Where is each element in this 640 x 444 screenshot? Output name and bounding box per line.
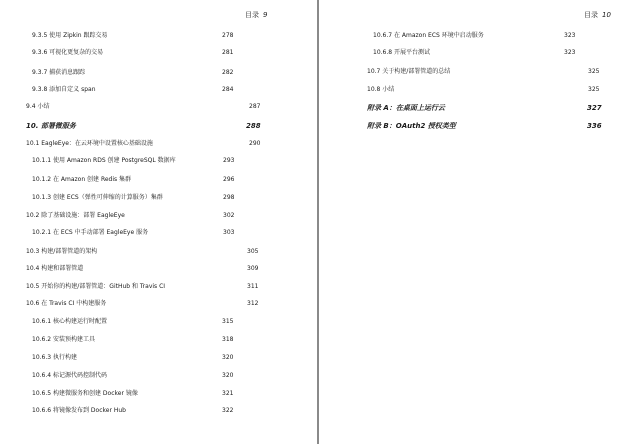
toc-entry-page: 320: [222, 354, 234, 361]
toc-chapter-entry[interactable]: [26, 120, 296, 132]
toc-entry-title: 9.3.6 可视化更复杂的交易: [32, 49, 104, 56]
toc-entry[interactable]: [32, 334, 282, 346]
toc-entry-page: 282: [222, 69, 234, 76]
toc-entry-title: 10.6.3 执行构建: [32, 354, 77, 361]
toc-entry-page: 305: [247, 248, 259, 255]
toc-entry-title: 9.3.8 添加自定义 span: [32, 86, 96, 93]
toc-entry-page: 298: [223, 194, 235, 201]
toc-entry-title: 10.3 构建/部署管道的架构: [26, 248, 98, 255]
toc-entry-title: 10.1.1 使用 Amazon RDS 创建 PostgreSQL 数据库: [32, 157, 176, 164]
toc-appendix-entry[interactable]: [367, 120, 637, 132]
toc-entry-title: 10.5 开始你的构建/部署管道：GitHub 和 Travis CI: [26, 283, 166, 290]
toc-entry-title: 附录 B：OAuth2 授权类型: [367, 122, 456, 130]
toc-entry[interactable]: [26, 210, 296, 222]
toc-entry[interactable]: [32, 405, 282, 417]
toc-entry-title: 10.6.4 标记源代码控制代码: [32, 372, 107, 379]
right-page: [319, 0, 640, 444]
toc-entry-page: 315: [222, 318, 234, 325]
toc-entry-page: 281: [222, 49, 234, 56]
toc-entry[interactable]: [373, 47, 593, 59]
toc-entry-title: 10.4 构建和部署管道: [26, 265, 84, 272]
toc-entry-page: 322: [222, 407, 234, 414]
toc-entry-title: 10. 部署微服务: [26, 122, 76, 130]
header-page-number: 10: [602, 11, 611, 19]
toc-entry-title: 9.4 小结: [26, 103, 50, 110]
toc-entry-title: 10.6.7 在 Amazon ECS 环境中启动服务: [373, 32, 484, 39]
toc-entry-page: 288: [246, 122, 261, 130]
toc-entry-title: 10.6.6 将镜像发布到 Docker Hub: [32, 407, 126, 414]
toc-entry[interactable]: [32, 388, 282, 400]
toc-entry[interactable]: [26, 281, 296, 293]
toc-entry-page: 336: [587, 122, 602, 130]
toc-entry[interactable]: [373, 30, 593, 42]
toc-entry[interactable]: [26, 246, 296, 258]
toc-entry-page: 296: [223, 176, 235, 183]
toc-entry-title: 10.6 在 Travis CI 中构建服务: [26, 300, 107, 307]
left-page: [0, 0, 317, 444]
toc-entry-title: 10.6.2 安装预构建工具: [32, 336, 95, 343]
toc-entry-page: 311: [247, 283, 259, 290]
toc-entry-page: 312: [247, 300, 259, 307]
toc-entry[interactable]: [26, 138, 296, 150]
toc-entry[interactable]: [26, 298, 296, 310]
toc-entry[interactable]: [32, 174, 282, 186]
toc-entry-page: 325: [588, 68, 600, 75]
toc-entry-title: 10.1.2 在 Amazon 创建 Redis 集群: [32, 176, 132, 183]
toc-entry-page: 323: [564, 49, 576, 56]
toc-entry[interactable]: [32, 316, 282, 328]
toc-entry[interactable]: [32, 155, 282, 167]
toc-entry[interactable]: [32, 84, 282, 96]
toc-entry-title: 附录 A：在桌面上运行云: [367, 104, 445, 112]
toc-entry-page: 318: [222, 336, 234, 343]
toc-entry-title: 10.6.1 核心构建运行时配置: [32, 318, 107, 325]
toc-entry[interactable]: [32, 47, 282, 59]
toc-entry-title: 9.3.7 捕获消息跟踪: [32, 69, 86, 76]
toc-appendix-entry[interactable]: [367, 102, 637, 114]
running-header: [245, 10, 267, 20]
toc-entry[interactable]: [32, 370, 282, 382]
toc-entry-page: 290: [249, 140, 261, 147]
toc-entry[interactable]: [32, 67, 282, 79]
toc-entry-page: 303: [223, 229, 235, 236]
toc-entry-title: 10.6.5 构建微服务和创建 Docker 镜像: [32, 390, 138, 397]
toc-entry-title: 10.6.8 开展平台测试: [373, 49, 430, 56]
toc-entry-page: 278: [222, 32, 234, 39]
toc-entry-title: 9.3.5 使用 Zipkin 跟踪交易: [32, 32, 108, 39]
toc-entry-page: 287: [249, 103, 261, 110]
toc-entry-page: 284: [222, 86, 234, 93]
toc-entry-title: 10.7 关于构建/部署管道的总结: [367, 68, 451, 75]
toc-entry[interactable]: [32, 352, 282, 364]
toc-entry-page: 293: [223, 157, 235, 164]
toc-entry[interactable]: [26, 101, 296, 113]
toc-entry-page: 309: [247, 265, 259, 272]
header-label: 目录: [245, 11, 259, 19]
toc-entry-title: 10.1 EagleEye：在云环境中设置核心基础设施: [26, 140, 153, 147]
toc-entry[interactable]: [32, 192, 282, 204]
toc-entry-title: 10.2.1 在 ECS 中手动部署 EagleEye 服务: [32, 229, 149, 236]
toc-entry[interactable]: [32, 30, 282, 42]
toc-entry-title: 10.8 小结: [367, 86, 395, 93]
toc-entry-page: 320: [222, 372, 234, 379]
toc-entry-page: 325: [588, 86, 600, 93]
toc-entry[interactable]: [367, 66, 637, 78]
toc-entry-title: 10.2 除了基础设施：部署 EagleEye: [26, 212, 125, 219]
header-label: 目录: [584, 11, 598, 19]
toc-entry[interactable]: [367, 84, 637, 96]
toc-entry-page: 302: [223, 212, 235, 219]
toc-entry[interactable]: [32, 227, 282, 239]
toc-entry[interactable]: [26, 263, 296, 275]
running-header: [584, 10, 611, 20]
toc-entry-page: 323: [564, 32, 576, 39]
header-page-number: 9: [263, 11, 268, 19]
toc-entry-title: 10.1.3 创建 ECS（弹性可伸缩的计算服务）集群: [32, 194, 163, 201]
toc-entry-page: 327: [587, 104, 602, 112]
toc-entry-page: 321: [222, 390, 234, 397]
